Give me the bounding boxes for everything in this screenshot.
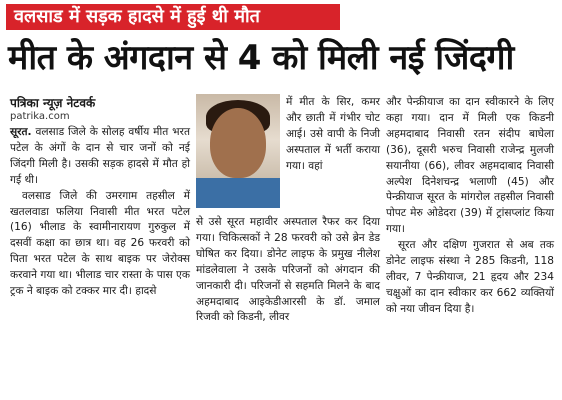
dateline-city: सूरत. (10, 126, 32, 138)
photo-shirt (196, 178, 280, 208)
byline (10, 95, 190, 123)
byline-bureau: पत्रिका न्यूज़ नेटवर्क (10, 96, 96, 110)
article-paragraph: और पेन्क्रीयाज का दान स्वीकारने के लिए कहा गया। दान में मिली एक किडनी अहमदाबाद निवासी रतन संदीप बाघेला (36), दूसरी भरुच निवासी राजेन्द्र मुलजी सयानीया (66), लीवर अहमदाबाद निवासी अल्पेश दिनेशचन्द्र भलाणी (45) और पेन्क्रीयाज सूरत के मांगरोल तहसील निवासी पोपट मेरु ओडेदरा (39) में ट्रांसप्लांट किया गया। (386, 96, 554, 236)
article-paragraph: वलसाड जिले की उमरगाम तहसील में खतलवाडा फलिया निवासी मीत भरत पटेल (16) भीलाड के स्वामीनारायण गुरुकुल में दसवीं कक्षा का छात्र था। वह 26 फरवरी को पिता भरत पटेल के साथ बाइक पर जेरोक्स करवाने गया था। भीलाड चार रास्ता के पास एक ट्रक ने बाइक को टक्कर मार दी। हादसे (10, 189, 190, 298)
article-column-2-top (286, 95, 380, 175)
person-photo (196, 94, 280, 208)
article-paragraph (10, 125, 190, 189)
article-column-2-bottom (196, 215, 380, 326)
kicker-banner: वलसाड में सड़क हादसे में हुई थी मौत (6, 4, 340, 30)
article-column-3 (386, 95, 554, 318)
article-paragraph: से उसे सूरत महावीर अस्पताल रैफर कर दिया गया। चिकित्सकों ने 28 फरवरी को उसे ब्रेन डेड घोषित कर दिया। डोनेट लाइफ के प्रमुख नीलेश मांडलेवाला ने उसके परिजनों को अंगदान की जानकारी दी। परिजनों से सहमति मिलने के बाद अहमदाबाद आइकेडीआरसी के डॉ. जमाल रिजवी को किडनी, लीवर (196, 216, 380, 324)
paragraph-text: वलसाड जिले के सोलह वर्षीय मीत भरत पटेल के अंगों के दान से चार जनों को नई जिंदगी मिली है। उसकी सड़क हादसे में मौत हो गई थी। (10, 126, 190, 186)
article-column-1 (10, 125, 190, 300)
photo-face (210, 108, 266, 178)
article-paragraph: में मीत के सिर, कमर और छाती में गंभीर चोट आई। उसे वापी के निजी अस्पताल में भर्ती कराया गया। वहां (286, 96, 380, 172)
page-title: मीत के अंगदान से 4 को मिली नई जिंदगी (8, 38, 514, 78)
article-paragraph: सूरत और दक्षिण गुजरात से अब तक डोनेट लाइफ संस्था ने 285 किडनी, 118 लीवर, 7 पेन्क्रीयाज, 21 हृदय और 234 चक्षुओं का दान स्वीकार कर 662 व्यक्तियों को नया जीवन दिया है। (386, 239, 554, 315)
byline-site: patrika.com (10, 111, 70, 122)
